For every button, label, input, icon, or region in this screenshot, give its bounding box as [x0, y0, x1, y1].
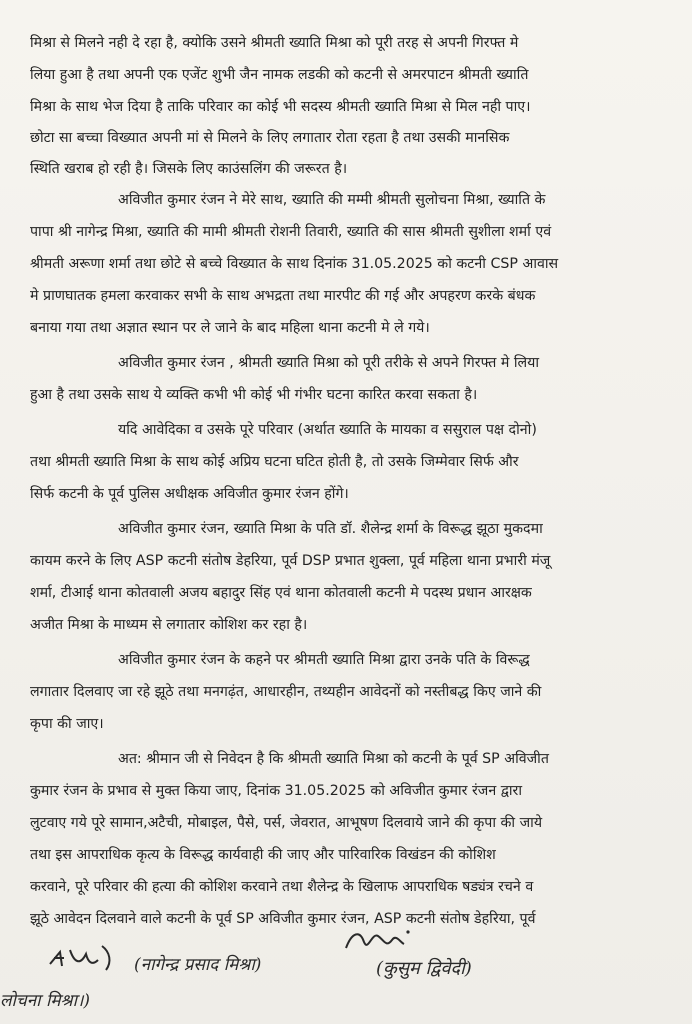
- text-line: झूठे आवेदन दिलवाने वाले कटनी के पूर्व SP अविजीत कुमार रंजन, ASP कटनी संतोष डेहरिया, पूर्व: [30, 911, 536, 927]
- text-line: तथा श्रीमती ख्याति मिश्रा के साथ कोई अप्रिय घटना घटित होती है, तो उसके जिम्मेवार सिर्फ और: [30, 454, 519, 470]
- signature-nagendra: (नागेन्द्र प्रसाद मिश्रा): [134, 955, 262, 975]
- text-line: स्थिति खराब हो रही है। जिसके लिए काउंसलिंग की जरूरत है।: [30, 161, 348, 177]
- text-line: छोटा सा बच्चा विख्यात अपनी मां से मिलने के लिए लगातार रोता रहता है तथा उसकी मानसिक: [30, 130, 510, 146]
- signature-sulochana: लोचना मिश्रा।): [0, 991, 91, 1011]
- text-line: करवाने, पूरे परिवार की हत्या की कोशिश करवाने तथा शैलेन्द्र के खिलाफ आपराधिक षड्यंत्र रचने व: [30, 879, 534, 895]
- text-line: लुटवाए गये पूरे सामान,अटैची, मोबाइल, पैसे, पर्स, जेवरात, आभूषण दिलवाये जाने की कृपा की जाये: [30, 815, 543, 831]
- text-line: बनाया गया तथा अज्ञात स्थान पर ले जाने के बाद महिला थाना कटनी मे ले गये।: [30, 320, 430, 336]
- text-line: मे प्राणघातक हमला करवाकर सभी के साथ अभद्रता तथा मारपीट की गई और अपहरण करके बंधक: [30, 288, 536, 304]
- text-line: कुमार रंजन के प्रभाव से मुक्त किया जाए, दिनांक 31.05.2025 को अविजीत कुमार रंजन द्वारा: [30, 783, 523, 799]
- text-line: सिर्फ कटनी के पूर्व पुलिस अधीक्षक अविजीत कुमार रंजन होंगे।: [30, 486, 349, 502]
- signature-scribble-icon: [342, 922, 422, 956]
- text-line: कायम करने के लिए ASP कटनी संतोष डेहरिया, पूर्व DSP प्रभात शुक्ला, पूर्व महिला थाना प्रभारी मंजू: [30, 553, 551, 569]
- text-line: यदि आवेदिका व उसके पूरे परिवार (अर्थात ख्याति के मायका व ससुराल पक्ष दोनो): [118, 422, 537, 438]
- text-line: लिया हुआ है तथा अपनी एक एजेंट शुभी जैन नामक लडकी को कटनी से अमरपाटन श्रीमती ख्याति: [30, 67, 529, 83]
- text-line: लगातार दिलवाए जा रहे झूठे तथा मनगढ़ंत, आधारहीन, तथ्यहीन आवेदनों को नस्तीबद्ध किए जाने की: [30, 684, 542, 700]
- text-line: मिश्रा के साथ भेज दिया है ताकि परिवार का कोई भी सदस्य श्रीमती ख्याति मिश्रा से मिल नही पाए।: [30, 99, 531, 115]
- text-line: तथा इस आपराधिक कृत्य के विरूद्ध कार्यवाही की जाए और पारिवारिक विखंडन की कोशिश: [30, 847, 496, 863]
- text-line: हुआ है तथा उसके साथ ये व्यक्ति कभी भी कोई भी गंभीर घटना कारित करवा सकता है।: [30, 387, 478, 403]
- text-line: अजीत मिश्रा के माध्यम से लगातार कोशिश कर रहा है।: [30, 617, 308, 633]
- text-line: मिश्रा से मिलने नही दे रहा है, क्योकि उसने श्रीमती ख्याति मिश्रा को पूरी तरह से अपनी गिरफ्त मे: [30, 35, 519, 51]
- text-line: शर्मा, टीआई थाना कोतवाली अजय बहादुर सिंह एवं थाना कोतवाली कटनी मे पदस्थ प्रधान आरक्षक: [30, 585, 532, 601]
- text-line: पापा श्री नागेन्द्र मिश्रा, ख्याति की मामी श्रीमती रोशनी तिवारी, ख्याति की सास श्रीमती सुशीला शर्मा एवं: [30, 224, 552, 240]
- text-line: अविजीत कुमार रंजन ने मेरे साथ, ख्याति की मम्मी श्रीमती सुलोचना मिश्रा, ख्याति के: [118, 192, 546, 208]
- text-line: अविजीत कुमार रंजन, ख्याति मिश्रा के पति डॉ. शैलेन्द्र शर्मा के विरूद्ध झूठा मुकदमा: [118, 521, 543, 537]
- text-line: कृपा की जाए।: [30, 716, 104, 732]
- text-line: अत: श्रीमान जी से निवेदन है कि श्रीमती ख्याति मिश्रा को कटनी के पूर्व SP अविजीत: [118, 751, 549, 767]
- signature-kusum: (कुसुम द्विवेदी): [376, 958, 472, 979]
- text-line: अविजीत कुमार रंजन के कहने पर श्रीमती ख्याति मिश्रा द्वारा उनके पति के विरूद्ध: [118, 652, 530, 668]
- text-line: श्रीमती अरूणा शर्मा तथा छोटे से बच्चे विख्यात के साथ दिनांक 31.05.2025 को कटनी CSP आवास: [30, 256, 559, 272]
- text-line: अविजीत कुमार रंजन , श्रीमती ख्याति मिश्रा को पूरी तरीके से अपने गिरफ्त मे लिया: [118, 355, 540, 371]
